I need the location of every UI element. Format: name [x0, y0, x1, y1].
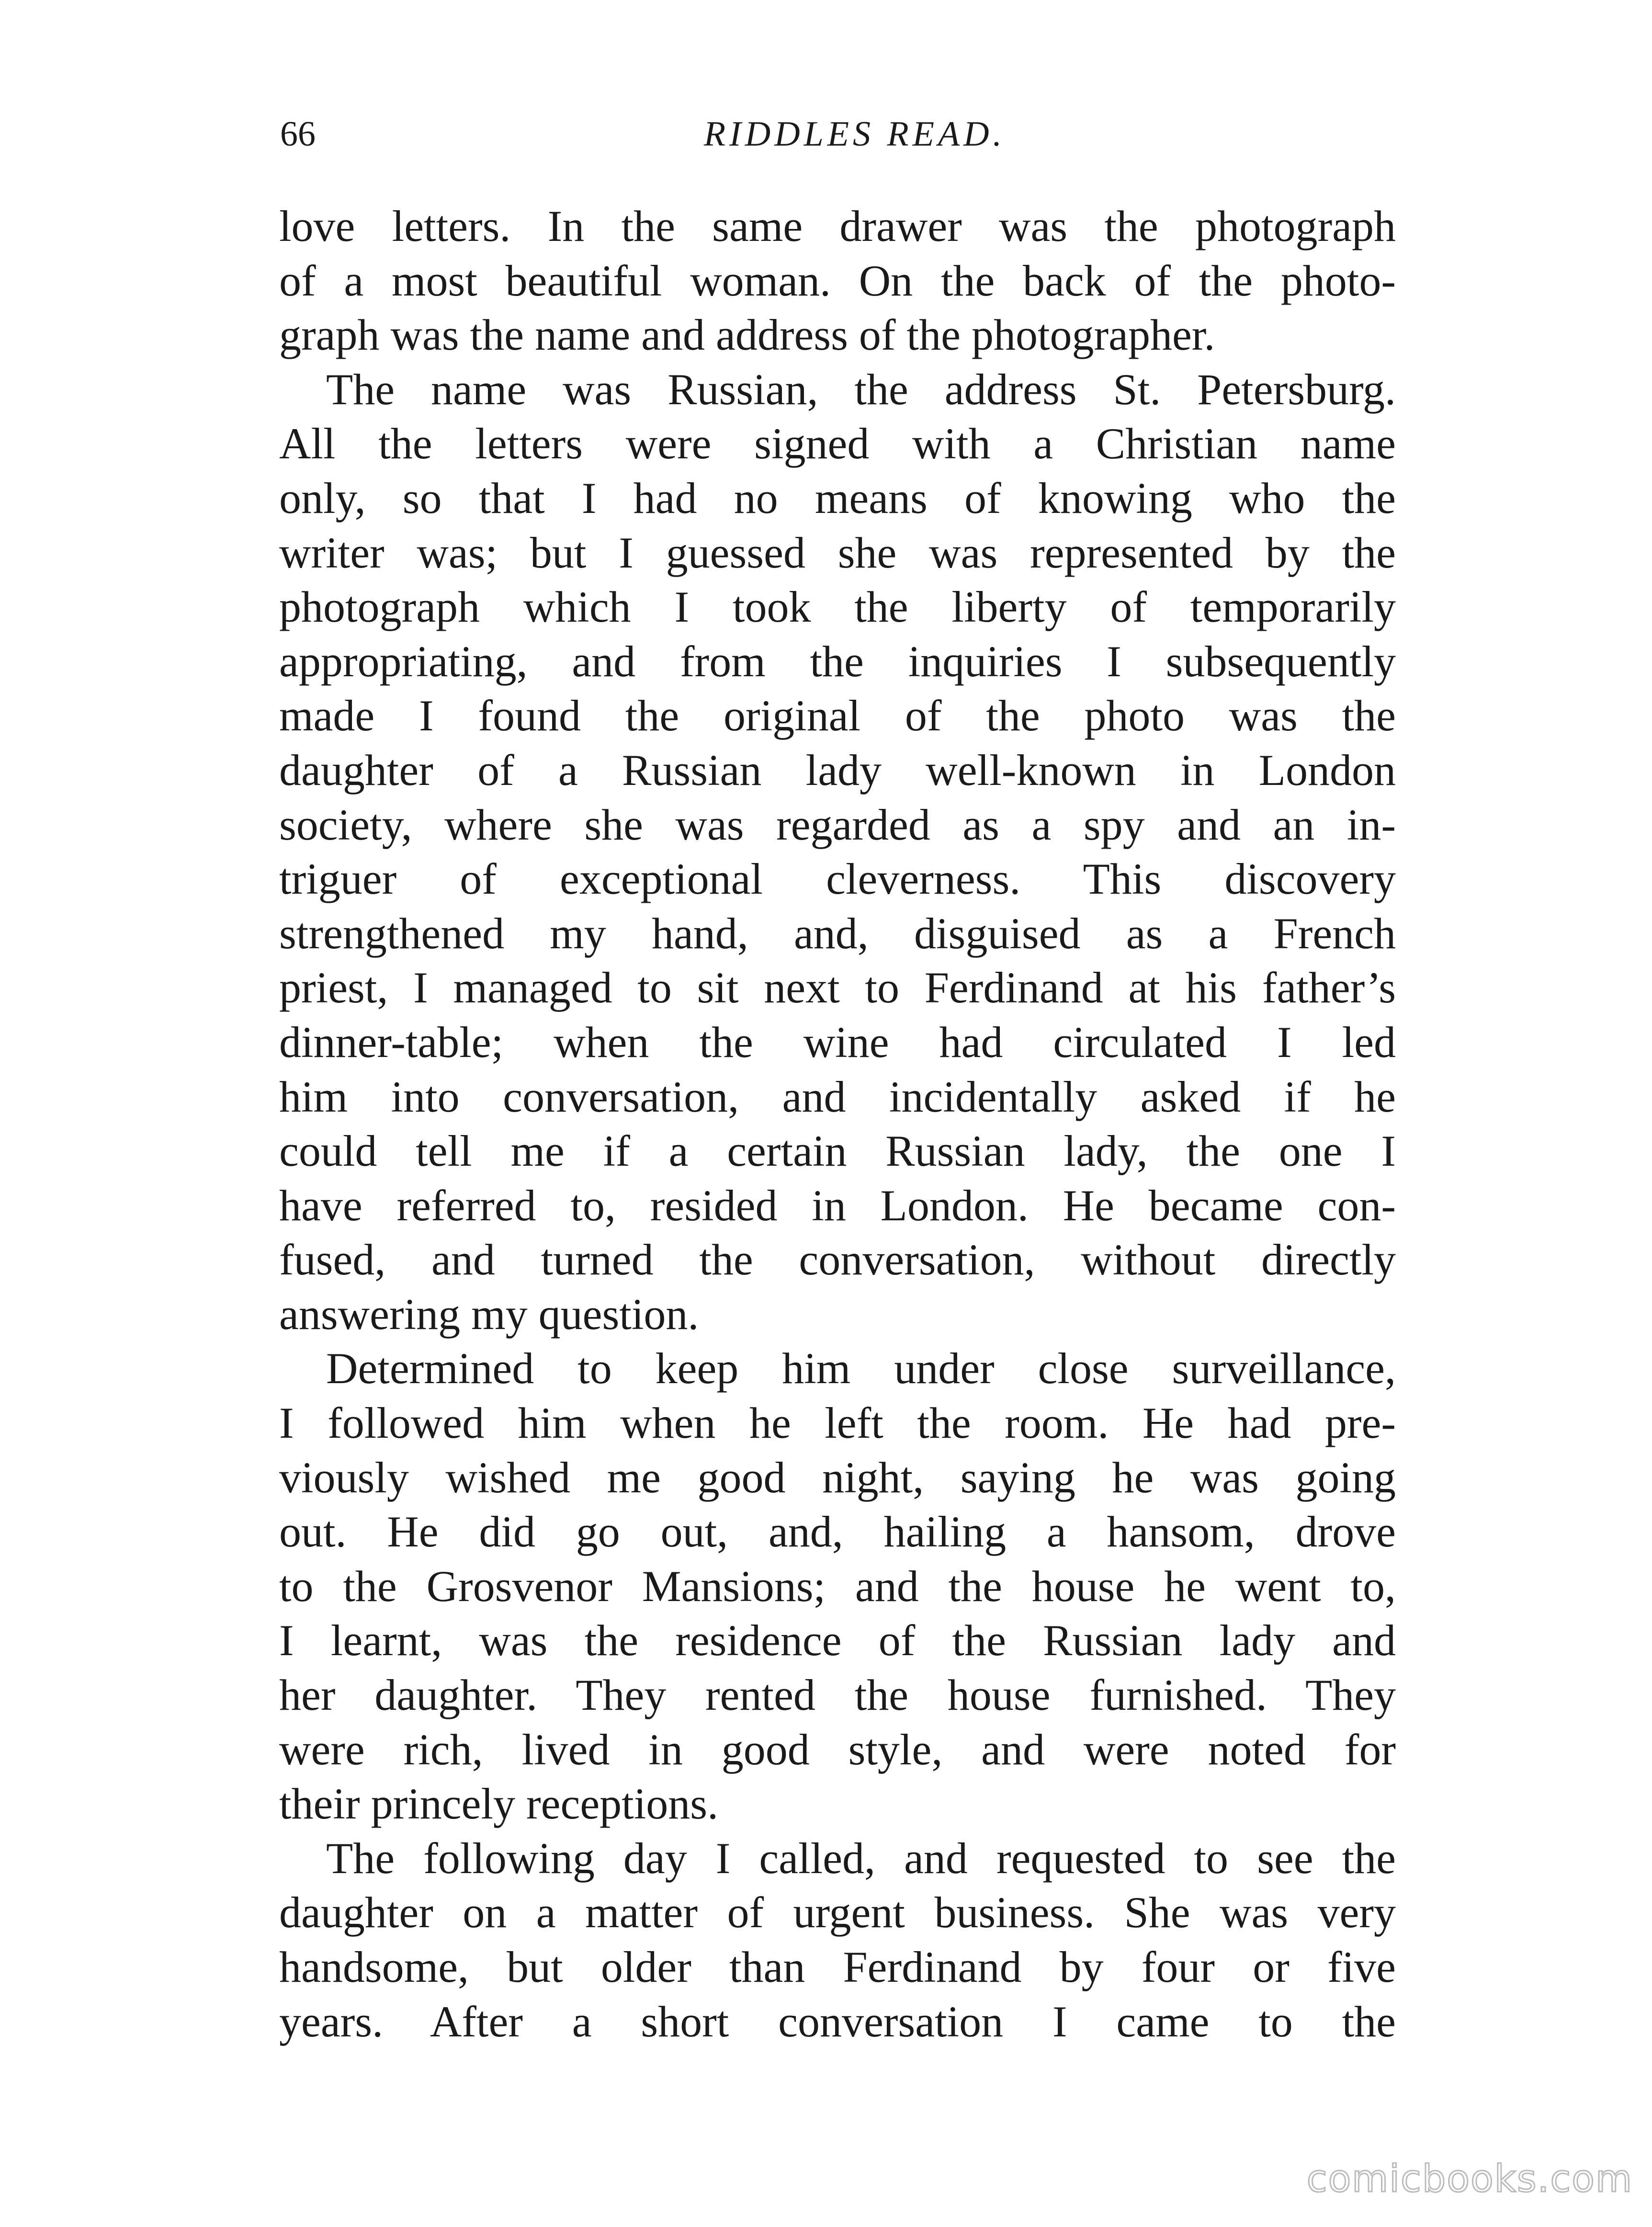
text-line: fused, and turned the conversation, without directly — [279, 1235, 1396, 1284]
text-line: dinner-table; when the wine had circulated I led — [279, 1017, 1396, 1067]
text-line: I followed him when he left the room. He had pre- — [279, 1398, 1396, 1448]
text-line: their princely receptions. — [279, 1779, 719, 1829]
text-line: photograph which I took the liberty of temporarily — [279, 582, 1396, 632]
text-line: I learnt, was the residence of the Russian lady and — [279, 1616, 1396, 1665]
page-number: 66 — [280, 114, 316, 154]
text-line: him into conversation, and incidentally asked if he — [279, 1072, 1396, 1121]
text-line: handsome, but older than Ferdinand by four or five — [279, 1943, 1396, 1991]
text-line: Determined to keep him under close surveillance, — [326, 1344, 1396, 1393]
watermark: comicbooks.com — [1306, 2158, 1633, 2201]
text-line: years. After a short conversation I came to the — [279, 1997, 1396, 2046]
text-line: her daughter. They rented the house furnished. They — [279, 1670, 1396, 1720]
running-title: RIDDLES READ. — [703, 114, 1006, 154]
text-line: of a most beautiful woman. On the back of the photo- — [279, 256, 1396, 305]
running-head — [280, 108, 1396, 160]
text-line: daughter on a matter of urgent business. She was very — [279, 1888, 1396, 1937]
text-line: could tell me if a certain Russian lady, the one I — [279, 1126, 1396, 1176]
body-text — [279, 199, 1396, 2049]
text-line: The following day I called, and requested to see the — [326, 1833, 1396, 1883]
text-line: daughter of a Russian lady well-known in London — [279, 745, 1396, 795]
text-line: graph was the name and address of the photographer. — [279, 310, 1215, 360]
text-line: appropriating, and from the inquiries I subsequently — [279, 636, 1396, 686]
text-line: strengthened my hand, and, disguised as a French — [279, 909, 1396, 958]
text-line: have referred to, resided in London. He became con- — [279, 1181, 1396, 1230]
text-line: out. He did go out, and, hailing a hansom, drove — [279, 1507, 1396, 1557]
text-line: viously wished me good night, saying he was going — [279, 1453, 1396, 1502]
text-line: priest, I managed to sit next to Ferdinand at his father’s — [279, 963, 1396, 1012]
text-line: made I found the original of the photo was the — [279, 691, 1396, 740]
text-line: triguer of exceptional cleverness. This discovery — [279, 854, 1396, 904]
text-line: All the letters were signed with a Christian name — [279, 419, 1396, 468]
text-line: were rich, lived in good style, and were noted for — [279, 1725, 1396, 1774]
text-line: answering my question. — [279, 1289, 699, 1339]
text-line: to the Grosvenor Mansions; and the house he went to, — [279, 1561, 1396, 1611]
text-line: love letters. In the same drawer was the photograph — [279, 202, 1396, 250]
text-line: writer was; but I guessed she was represented by the — [279, 528, 1396, 577]
text-line: The name was Russian, the address St. Petersburg. — [326, 364, 1396, 414]
text-line: only, so that I had no means of knowing who the — [279, 473, 1396, 523]
text-line: society, where she was regarded as a spy and an in- — [279, 800, 1396, 849]
